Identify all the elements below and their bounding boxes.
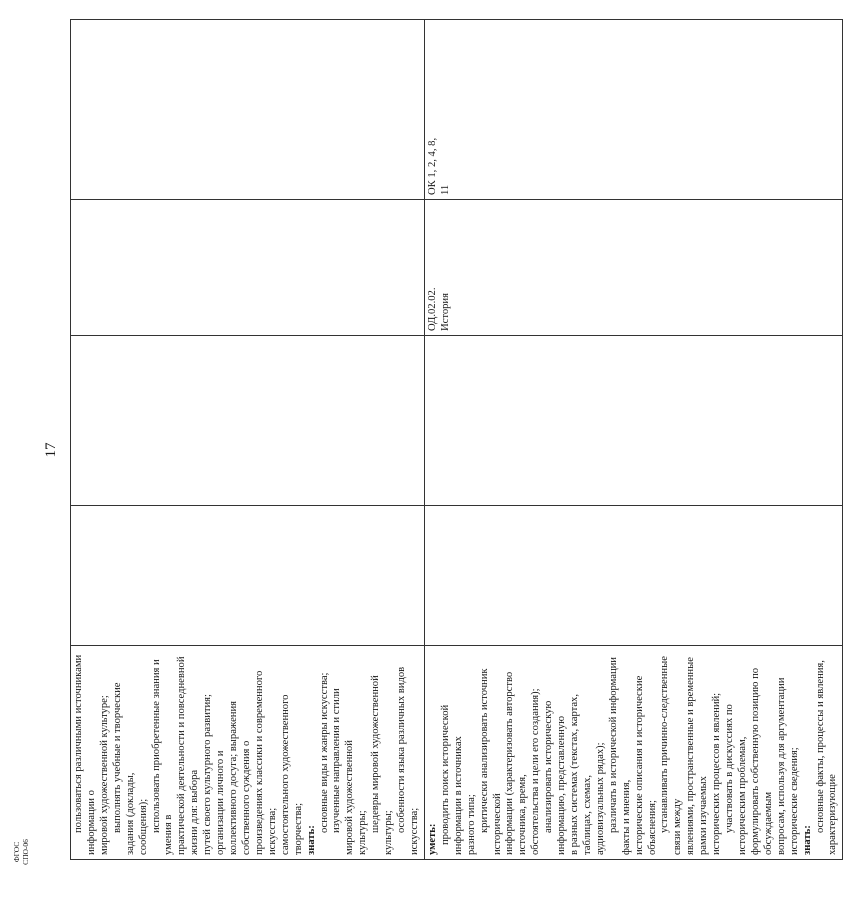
content-line: культуры;: [357, 810, 369, 855]
content-line: устанавливать причинно-следственные связи между: [659, 656, 684, 855]
content-line: произведениях классики и современного искусства;: [253, 670, 278, 855]
discipline-code-cell: [424, 200, 843, 336]
footer-code: ФГОС СПО-06: [12, 839, 30, 865]
content-line: использовать приобретенные знания и умения в: [150, 659, 175, 855]
discipline-code-text: История: [439, 293, 451, 331]
content-line: обстоятельства и цели его создания);: [530, 688, 542, 855]
content-line: пользоваться различными источниками информации о: [73, 654, 97, 855]
empty-cell: [71, 336, 425, 506]
content-line: в разных системах (текстах, картах, таблицах, схемах,: [569, 693, 593, 855]
content-line: вопросам, используя для аргументации исторические сведения;: [775, 677, 800, 855]
content-line: коллективного досуга; выражения собственного суждения о: [228, 700, 252, 855]
content-line: знать:: [305, 825, 317, 855]
content-line: основные виды и жанры искусства;: [318, 672, 330, 833]
content-line: практической деятельности и повседневной жизни для: выбора: [176, 656, 201, 855]
content-line: мировой художественной культуре;: [98, 695, 110, 855]
content-line: критически анализировать источник исторической: [478, 668, 503, 855]
content-line: информации (характеризовать авторство источника, время,: [504, 671, 529, 855]
empty-cell: [71, 506, 425, 646]
page-number: 17: [43, 442, 59, 458]
discipline-code-cell: [71, 200, 425, 336]
competencies-text: 11: [439, 184, 451, 195]
curriculum-table: [70, 19, 843, 860]
content-line: основные факты, процессы и явления, характеризующие: [814, 660, 839, 855]
content-line: аудиовизуальных рядах);: [594, 742, 606, 855]
competencies-text: ОК 1, 2, 4, 8,: [426, 137, 438, 195]
content-line: шедевры мировой художественной культуры;: [370, 675, 395, 855]
table-row: [424, 20, 843, 860]
content-line: изученные направления и стили мировой художественной: [331, 688, 356, 855]
content-line: формулировать собственную позицию по обсуждаемым: [749, 667, 774, 855]
content-line: исторических процессов и явлений;: [711, 692, 723, 855]
content-line: анализировать историческую информацию, представленную: [543, 700, 568, 855]
empty-cell: [424, 336, 843, 506]
empty-cell: [424, 506, 843, 646]
content-line: уметь:: [426, 823, 438, 855]
rotated-table-container: [70, 20, 839, 860]
competencies-cell: [71, 20, 425, 200]
competencies-cell: [424, 20, 843, 200]
content-line: выполнять учебные и творческие задания (доклады,: [111, 682, 136, 855]
content-line: различать в исторической информации факты и мнения,: [607, 657, 632, 855]
table-row: [71, 20, 425, 860]
content-line: знать:: [801, 825, 813, 855]
content-line: сообщения);: [137, 798, 149, 855]
content-line: путей своего культурного развития; организации личного и: [202, 694, 227, 855]
content-line: особенности языка различных видов искусства;: [396, 666, 420, 855]
content-line: разного типа;: [465, 794, 477, 855]
content-line: исторические описания и исторические объяснения;: [633, 675, 658, 855]
content-line: явлениями, пространственные и временные рамки изучаемых: [685, 657, 710, 855]
content-line: проводить поиск исторической информации в источниках: [439, 704, 464, 855]
content-cell: [71, 646, 425, 860]
content-line: участвовать в дискуссиях по историческим проблемам,: [724, 704, 749, 855]
content-cell: [424, 646, 843, 860]
content-line: самостоятельного художественного творчества;: [279, 694, 304, 855]
discipline-code-text: ОД.02.02.: [426, 287, 438, 331]
